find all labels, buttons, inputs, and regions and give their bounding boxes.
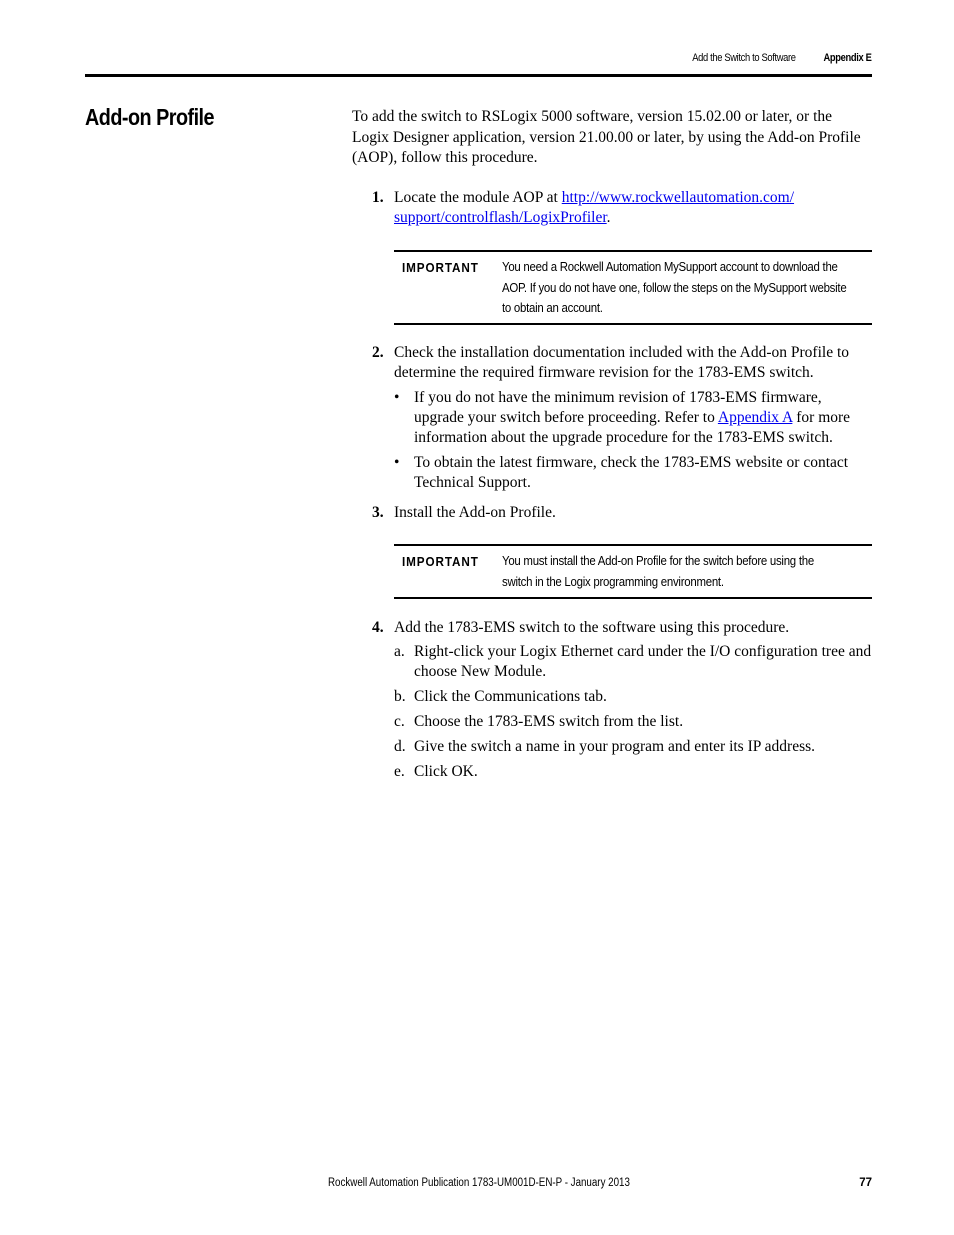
header-rule — [85, 74, 872, 77]
appendix-a-link[interactable]: Appendix A — [717, 409, 793, 426]
step-text: Install the Add-on Profile. — [394, 504, 556, 521]
important-note-1 — [394, 250, 872, 325]
intro-paragraph: To add the switch to RSLogix 5000 software, version 15.02.00 or later, or the Logix Designer application, version 21.00.00 or later, by using the Add-on Profile (AOP), follow this procedure. — [352, 108, 861, 166]
important-message: You need a Rockwell Automation MySupport account to download the AOP. If you do not have one, follow the steps on the MySupport website to obtain an account. — [502, 259, 847, 315]
appendix-label: Appendix E — [823, 52, 872, 64]
important-note-2 — [394, 544, 872, 599]
page-footer — [85, 1177, 872, 1193]
substep-c: c. Choose the 1783-EMS switch from the list. — [394, 713, 684, 730]
step-2 — [372, 343, 872, 383]
substep-e: e. Click OK. — [394, 763, 478, 780]
page-number: 77 — [859, 1177, 872, 1189]
important-message: You must install the Add-on Profile for the switch before using the switch in the Logix programming environment. — [502, 553, 814, 589]
logix-profiler-link[interactable]: http://www.rockwellautomation.com/ support/controlflash/LogixProfiler — [394, 189, 795, 226]
substep-d: d. Give the switch a name in your program and enter its IP address. — [394, 738, 816, 755]
publication-info: Rockwell Automation Publication 1783-UM001D-EN-P - January 2013 — [328, 1177, 630, 1189]
substep-b: b. Click the Communications tab. — [394, 688, 607, 705]
step-number: 4. — [372, 619, 384, 636]
substep-a: a. Right-click your Logix Ethernet card under the I/O configuration tree and choose New Module. — [394, 643, 872, 680]
step-text: Add the 1783-EMS switch to the software using this procedure. — [394, 619, 790, 636]
bullet-icon: • — [394, 389, 400, 406]
step-1 — [372, 188, 872, 228]
bullet-item: • To obtain the latest firmware, check the 1783-EMS website or contact Technical Support. — [394, 454, 849, 491]
important-label: IMPORTANT — [402, 554, 479, 569]
chapter-title: Add the Switch to Software — [692, 52, 796, 64]
step-text: Locate the module AOP at http://www.rockwellautomation.com/ support/controlflash/LogixProfiler. — [394, 189, 795, 226]
step-4 — [372, 618, 872, 638]
step-3 — [372, 503, 872, 523]
section-title: Add-on Profile — [85, 104, 215, 130]
step-number: 1. — [372, 189, 384, 206]
important-label: IMPORTANT — [402, 260, 479, 275]
step-number: 3. — [372, 504, 384, 521]
bullet-item: • If you do not have the minimum revision of 1783-EMS firmware, upgrade your switch before proceeding. Refer to Appendix A for more information about the upgrade procedure for the 1783-EMS switch. — [394, 389, 851, 446]
step-number: 2. — [372, 344, 384, 361]
step-text: Check the installation documentation included with the Add-on Profile to determine the required firmware revision for the 1783-EMS switch. — [394, 344, 850, 381]
bullet-icon: • — [394, 454, 400, 471]
running-header — [85, 52, 872, 70]
